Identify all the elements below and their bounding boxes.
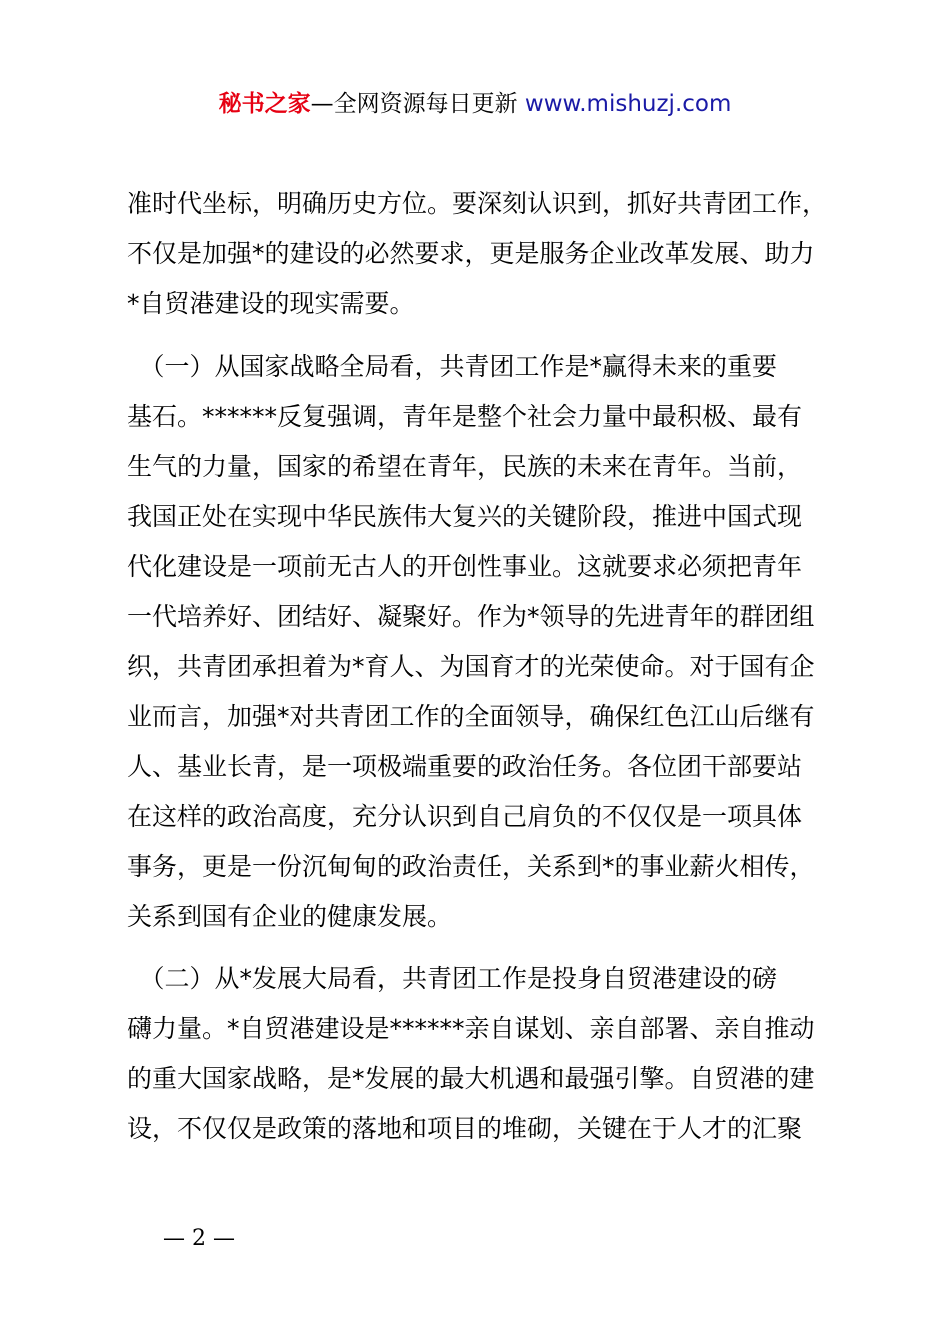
text-line: （一）从国家战略全局看，共青团工作是*赢得未来的重要	[127, 352, 778, 381]
text-line: 在这样的政治高度，充分认识到自己肩负的不仅仅是一项具体	[127, 802, 803, 831]
text-line: 人、基业长青，是一项极端重要的政治任务。各位团干部要站	[127, 752, 803, 781]
text-line: 织，共青团承担着为*育人、为国育才的光荣使命。对于国有企	[127, 652, 815, 681]
site-brand: 秘书之家	[218, 91, 311, 117]
text-line: 设，不仅仅是政策的落地和项目的堆砌，关键在于人才的汇聚	[127, 1114, 803, 1143]
text-line: 不仅是加强*的建设的必然要求，更是服务企业改革发展、助力	[127, 239, 815, 268]
text-line: 礴力量。*自贸港建设是******亲自谋划、亲自部署、亲自推动	[127, 1014, 815, 1043]
text-line: *自贸港建设的现实需要。	[127, 289, 415, 318]
text-line: 准时代坐标，明确历史方位。要深刻认识到，抓好共青团工作，	[127, 189, 828, 218]
text-line: 业而言，加强*对共青团工作的全面领导，确保红色江山后继有	[127, 702, 815, 731]
text-line: 一代培养好、团结好、凝聚好。作为*领导的先进青年的群团组	[127, 602, 815, 631]
site-url-link[interactable]: www.mishuzj.com	[524, 91, 732, 117]
text-line: 我国正处在实现中华民族伟大复兴的关键阶段，推进中国式现	[127, 502, 803, 531]
text-line: 代化建设是一项前无古人的开创性事业。这就要求必须把青年	[127, 552, 803, 581]
text-line: （二）从*发展大局看，共青团工作是投身自贸港建设的磅	[127, 964, 778, 993]
text-line: 基石。******反复强调，青年是整个社会力量中最积极、最有	[127, 402, 803, 431]
text-line: 的重大国家战略，是*发展的最大机遇和最强引擎。自贸港的建	[127, 1064, 815, 1093]
text-line: 关系到国有企业的健康发展。	[127, 902, 453, 931]
text-line: 事务，更是一份沉甸甸的政治责任，关系到*的事业薪火相传，	[127, 852, 815, 881]
site-header	[0, 86, 950, 122]
site-tagline: —全网资源每日更新	[310, 91, 525, 117]
text-line: 生气的力量，国家的希望在青年，民族的未来在青年。当前，	[127, 452, 803, 481]
page-number: — 2 —	[163, 1226, 235, 1251]
